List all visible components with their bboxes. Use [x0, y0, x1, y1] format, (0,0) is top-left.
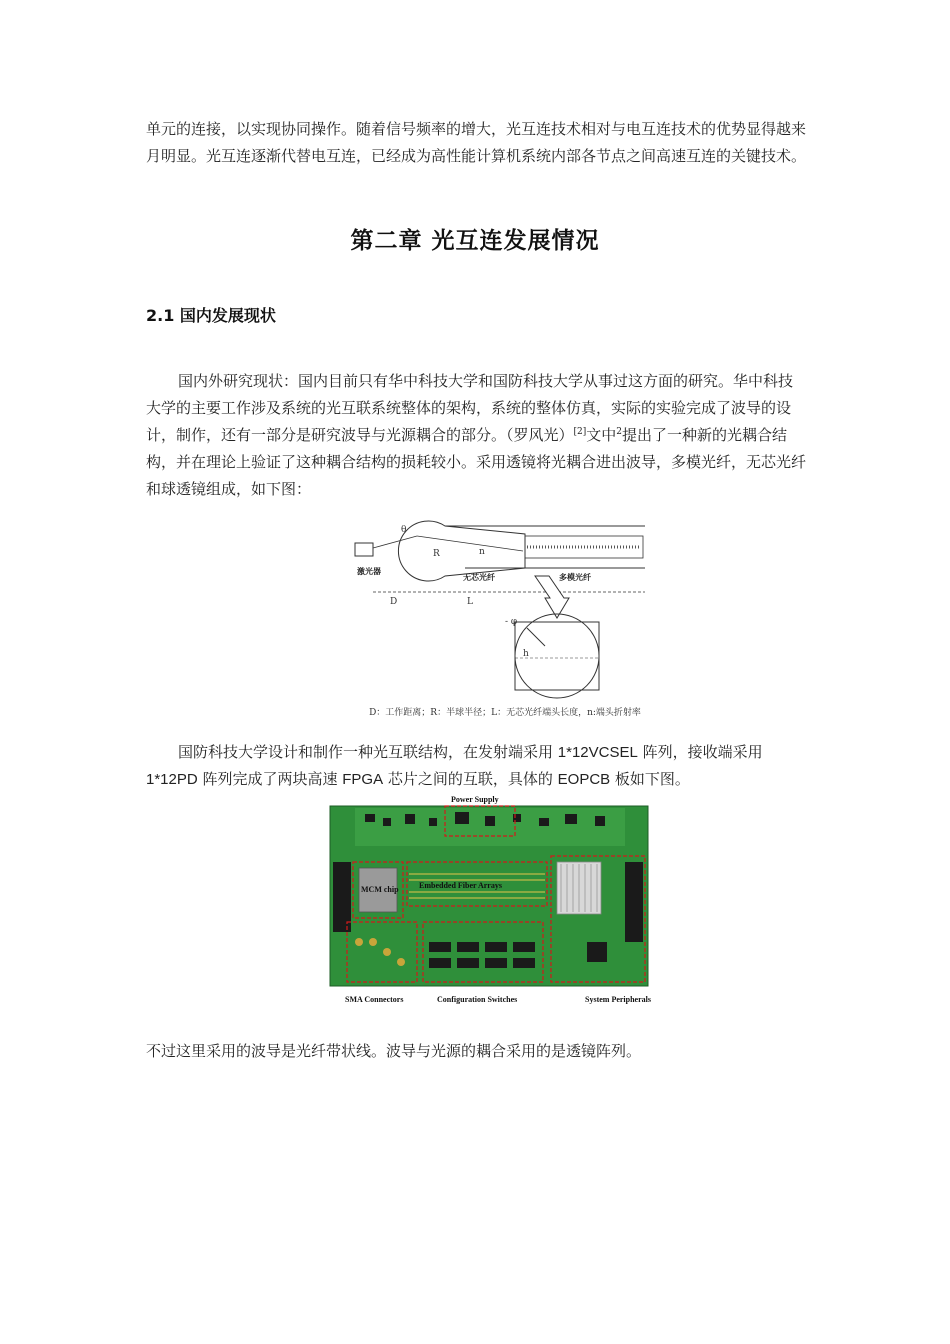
D-label: D	[390, 597, 398, 607]
theta-label: θ	[401, 525, 407, 535]
top-component-strip	[355, 808, 625, 846]
nudt-eopcb: EOPCB	[557, 771, 611, 788]
nudt-pd: 1*12PD	[146, 771, 198, 788]
nudt-text-i: 板如下图。	[610, 770, 690, 788]
research-text-end: 提出了一种新的光耦合结构，并在理论上验证了这种耦合结构的损耗较小。采用透镜将光耦合进出波导，多模光纤，无芯光纤和球透镜组成，如下图：	[146, 426, 807, 498]
figure1-caption: D：工作距离；R：半球半径；L：无芯光纤端头长度，n:端头折射率	[369, 708, 641, 718]
coreless-label: 无芯光纤	[463, 572, 495, 582]
zoom-arrow	[535, 576, 569, 618]
coupling-structure-diagram	[345, 518, 665, 716]
eopcb-board-photo	[325, 792, 655, 1012]
config-label: Configuration Switches	[437, 995, 518, 1004]
research-text-mid: 文中	[586, 426, 617, 444]
peripherals-label: System Peripherals	[585, 995, 651, 1004]
phi-label: - φ	[505, 617, 518, 627]
power-supply-label: Power Supply	[451, 795, 499, 804]
superscript-mark: 2	[616, 427, 623, 437]
multimode-label: 多模光纤	[559, 572, 591, 582]
nudt-fpga: FPGA	[342, 771, 384, 788]
n-label: n	[479, 547, 485, 557]
reference-mark: [2]	[573, 427, 587, 437]
research-text: 国内外研究现状：国内目前只有华中科技大学和国防科技大学从事过这方面的研究。华中科技大学的主要工作涉及系统的光互联系统整体的架构，系统的整体仿真，实际的实验完成了波导的设计，制作，还有一部分是研究波导与光源耦合的部分。（罗风光）	[146, 372, 794, 444]
nudt-text-a: 国防科技大学设计和制作一种光互联结构，在发射端采用	[178, 743, 558, 761]
h-label: h	[523, 649, 529, 659]
beam-line	[373, 536, 417, 548]
nudt-text-g: 芯片之间的互联，具体的	[383, 770, 558, 788]
laser-label: 激光器	[357, 566, 381, 576]
paragraph-intro: 单元的连接，以实现协同操作。随着信号频率的增大，光互连技术相对与电互连技术的优势显得越来月明显。光互连逐渐代替电互连，已经成为高性能计算机系统内部各节点之间高速互连的关键技术。	[146, 120, 807, 165]
mcm-chip-label: MCM chip	[361, 885, 399, 894]
L-label: L	[467, 597, 473, 607]
peripheral-chip	[587, 942, 607, 962]
laser-box	[355, 543, 373, 556]
zoom-ray	[527, 628, 545, 646]
ball-lens	[398, 521, 525, 581]
chapter-title: 第二章 光互连发展情况	[350, 228, 600, 254]
nudt-text-c: 阵列，接收端采用	[637, 743, 763, 761]
section-title: 2.1 国内发展现状	[146, 306, 276, 325]
sma-label: SMA Connectors	[345, 995, 404, 1004]
fiber-array-label: Embedded Fiber Arrays	[419, 881, 502, 890]
paragraph-domestic-research	[146, 368, 806, 503]
nudt-text-e: 阵列完成了两块高速	[197, 770, 343, 788]
right-connector	[625, 862, 643, 942]
paragraph-nudt	[146, 739, 806, 793]
nudt-vcsel: 1*12VCSEL	[557, 744, 638, 761]
paragraph-conclusion: 不过这里采用的波导是光纤带状线。波导与光源的耦合采用的是透镜阵列。	[146, 1042, 642, 1060]
R-label: R	[433, 549, 440, 559]
